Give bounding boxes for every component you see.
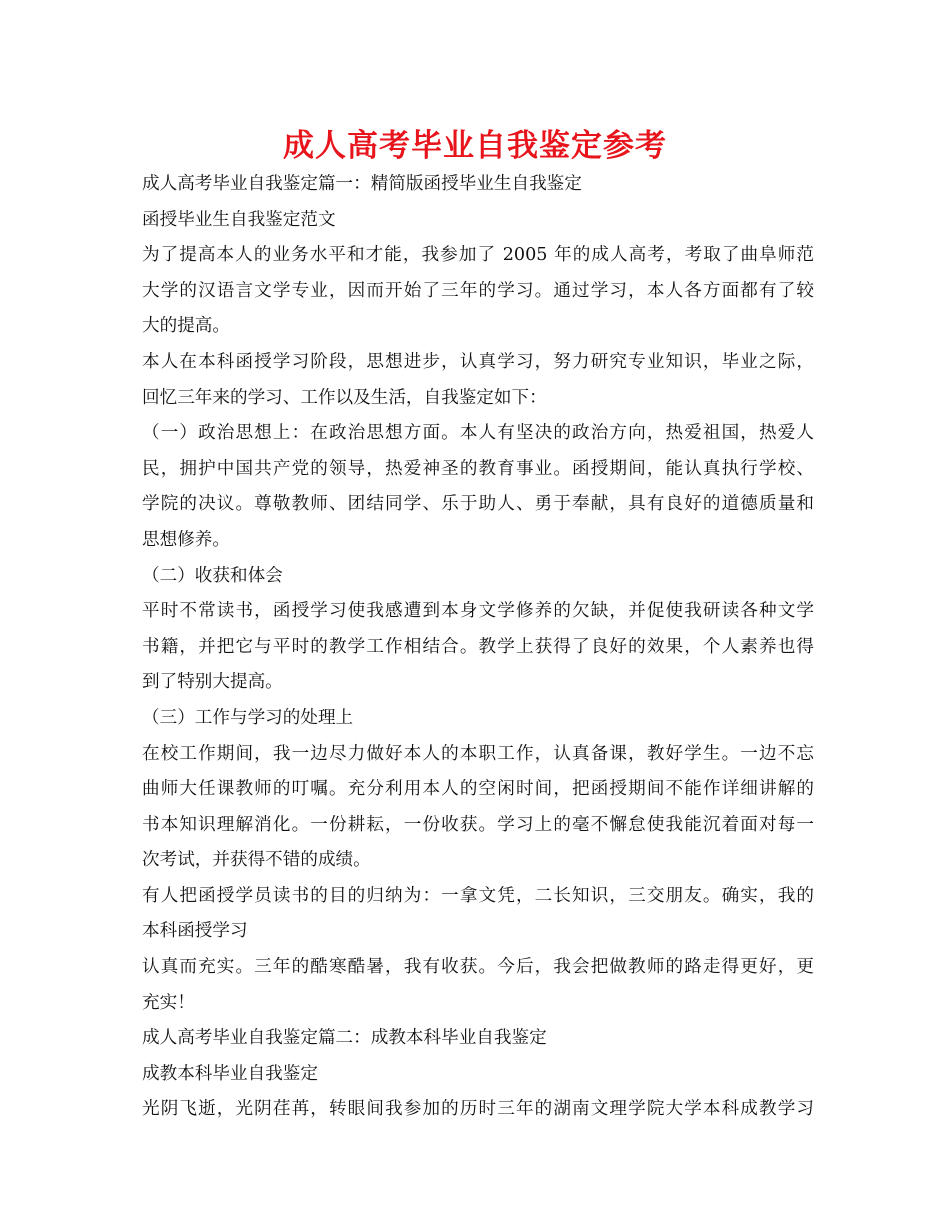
text-line: （二）收获和体会 bbox=[142, 565, 283, 586]
text-line: （三）工作与学习的处理上 bbox=[142, 707, 354, 728]
text-line: 为了提高本人的业务水平和才能，我参加了 2005 年的成人高考，考取了曲阜师范 bbox=[142, 245, 814, 266]
text-line: 书本知识理解消化。一份耕耘，一份收获。学习上的毫不懈怠使我能沉着面对每一 bbox=[142, 814, 814, 835]
text-line: 思想修养。 bbox=[142, 529, 230, 550]
text-line: 成人高考毕业自我鉴定篇二：成教本科毕业自我鉴定 bbox=[142, 1028, 547, 1049]
text-line: 在校工作期间，我一边尽力做好本人的本职工作，认真备课，教好学生。一边不忘 bbox=[142, 743, 814, 764]
text-line: 大的提高。 bbox=[142, 316, 230, 337]
text-line: 认真而充实。三年的酷寒酷暑，我有收获。今后，我会把做教师的路走得更好，更 bbox=[142, 957, 814, 978]
text-line: 有人把函授学员读书的目的归纳为：一拿文凭，二长知识，三交朋友。确实，我的 bbox=[142, 885, 814, 906]
text-line: 平时不常读书，函授学习使我感遭到本身文学修养的欠缺，并促使我研读各种文学 bbox=[142, 601, 814, 622]
text-line: 本科函授学习 bbox=[142, 921, 248, 942]
text-line: 次考试，并获得不错的成绩。 bbox=[142, 850, 371, 871]
text-line: 成教本科毕业自我鉴定 bbox=[142, 1063, 318, 1084]
text-line: 成人高考毕业自我鉴定篇一：精简版函授毕业生自我鉴定 bbox=[142, 174, 582, 194]
text-line: 充实！ bbox=[142, 992, 195, 1013]
text-line: 到了特别大提高。 bbox=[142, 672, 283, 693]
text-line: 学院的决议。尊敬教师、团结同学、乐于助人、勇于奉献，具有良好的道德质量和 bbox=[142, 494, 814, 515]
document-title: 成人高考毕业自我鉴定参考 bbox=[283, 128, 667, 164]
text-line: 回忆三年来的学习、工作以及生活，自我鉴定如下： bbox=[142, 387, 547, 408]
document-body bbox=[142, 167, 814, 1128]
text-line: 曲师大任课教师的叮嘱。充分利用本人的空闲时间，把函授期间不能作详细讲解的 bbox=[142, 779, 814, 800]
text-line: 书籍，并把它与平时的教学工作相结合。教学上获得了良好的效果，个人素养也得 bbox=[142, 636, 814, 657]
text-line: 函授毕业生自我鉴定范文 bbox=[142, 209, 336, 230]
text-line: 大学的汉语言文学专业，因而开始了三年的学习。通过学习，本人各方面都有了较 bbox=[142, 280, 814, 301]
text-line: （一）政治思想上：在政治思想方面。本人有坚决的政治方向，热爱祖国，热爱人 bbox=[142, 423, 814, 444]
text-line: 光阴飞逝，光阴荏苒，转眼间我参加的历时三年的湖南文理学院大学本科成教学习 bbox=[142, 1099, 814, 1120]
text-line: 本人在本科函授学习阶段，思想进步，认真学习，努力研究专业知识，毕业之际， bbox=[142, 351, 814, 372]
text-line: 民，拥护中国共产党的领导，热爱神圣的教育事业。函授期间，能认真执行学校、 bbox=[142, 458, 814, 479]
